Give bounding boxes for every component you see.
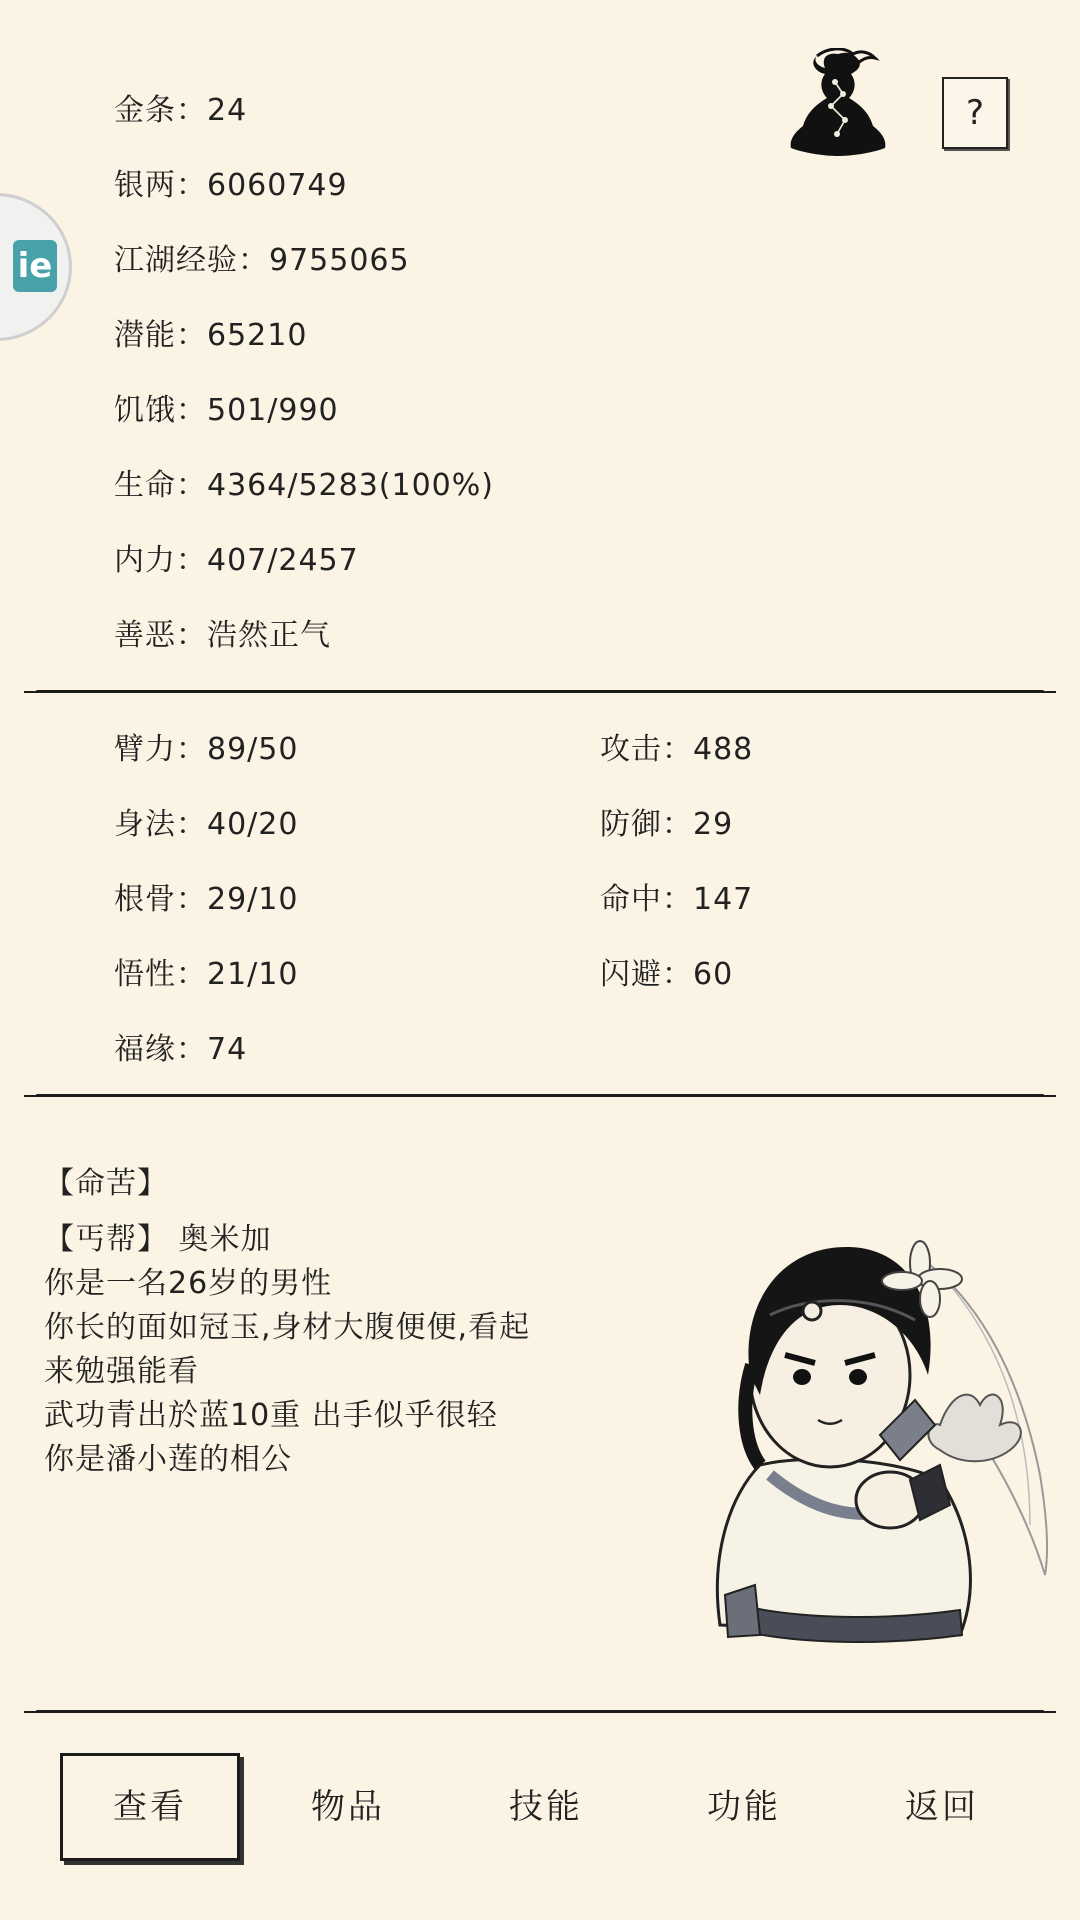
floating-app-badge[interactable] <box>0 193 72 341</box>
stat-silver: 银两：6060749 <box>114 168 348 203</box>
app-badge-icon: ie <box>13 240 57 292</box>
bottom-tab-bar <box>0 1740 1080 1860</box>
attr-comprehension: 悟性：21/10 <box>114 957 299 992</box>
profile-line: 你是潘小莲的相公 <box>44 1442 292 1477</box>
stat-hunger: 饥饿：501/990 <box>114 393 339 428</box>
stat-gold-bars: 金条：24 <box>114 93 248 128</box>
stat-morality: 善恶：浩然正气 <box>114 618 331 653</box>
profile-sect-name: 【丐帮】 奥米加 <box>44 1222 272 1257</box>
divider <box>36 690 1044 693</box>
tab-view[interactable]: 查看 <box>60 1753 240 1861</box>
profile-line: 武功青出於蓝10重 出手似乎很轻 <box>44 1398 498 1433</box>
stat-health: 生命：4364/5283(100%) <box>114 468 494 503</box>
attr-defense: 防御：29 <box>600 807 734 842</box>
profile-fate: 【命苦】 <box>44 1166 168 1201</box>
stat-experience: 江湖经验：9755065 <box>114 243 410 278</box>
tab-back[interactable]: 返回 <box>905 1787 979 1827</box>
tab-functions[interactable]: 功能 <box>707 1787 781 1827</box>
tab-skills[interactable]: 技能 <box>509 1787 583 1827</box>
help-label: ? <box>965 93 985 133</box>
meditation-emblem-icon[interactable] <box>787 48 889 160</box>
attr-fortune: 福缘：74 <box>114 1032 248 1067</box>
tab-items[interactable]: 物品 <box>311 1787 385 1827</box>
attr-dodge: 闪避：60 <box>600 957 734 992</box>
help-button[interactable] <box>942 77 1008 149</box>
attr-agility: 身法：40/20 <box>114 807 299 842</box>
profile-line: 你是一名26岁的男性 <box>44 1266 333 1301</box>
attr-constitution: 根骨：29/10 <box>114 882 299 917</box>
divider <box>36 1710 1044 1713</box>
stat-potential: 潜能：65210 <box>114 318 308 353</box>
attr-attack: 攻击：488 <box>600 732 754 767</box>
divider <box>36 1094 1044 1097</box>
profile-line: 来勉强能看 <box>44 1354 199 1389</box>
profile-line: 你长的面如冠玉,身材大腹便便,看起 <box>44 1310 531 1345</box>
attr-accuracy: 命中：147 <box>600 882 754 917</box>
character-portrait <box>700 1225 1060 1657</box>
attr-strength: 臂力：89/50 <box>114 732 299 767</box>
stat-internal-force: 内力：407/2457 <box>114 543 359 578</box>
